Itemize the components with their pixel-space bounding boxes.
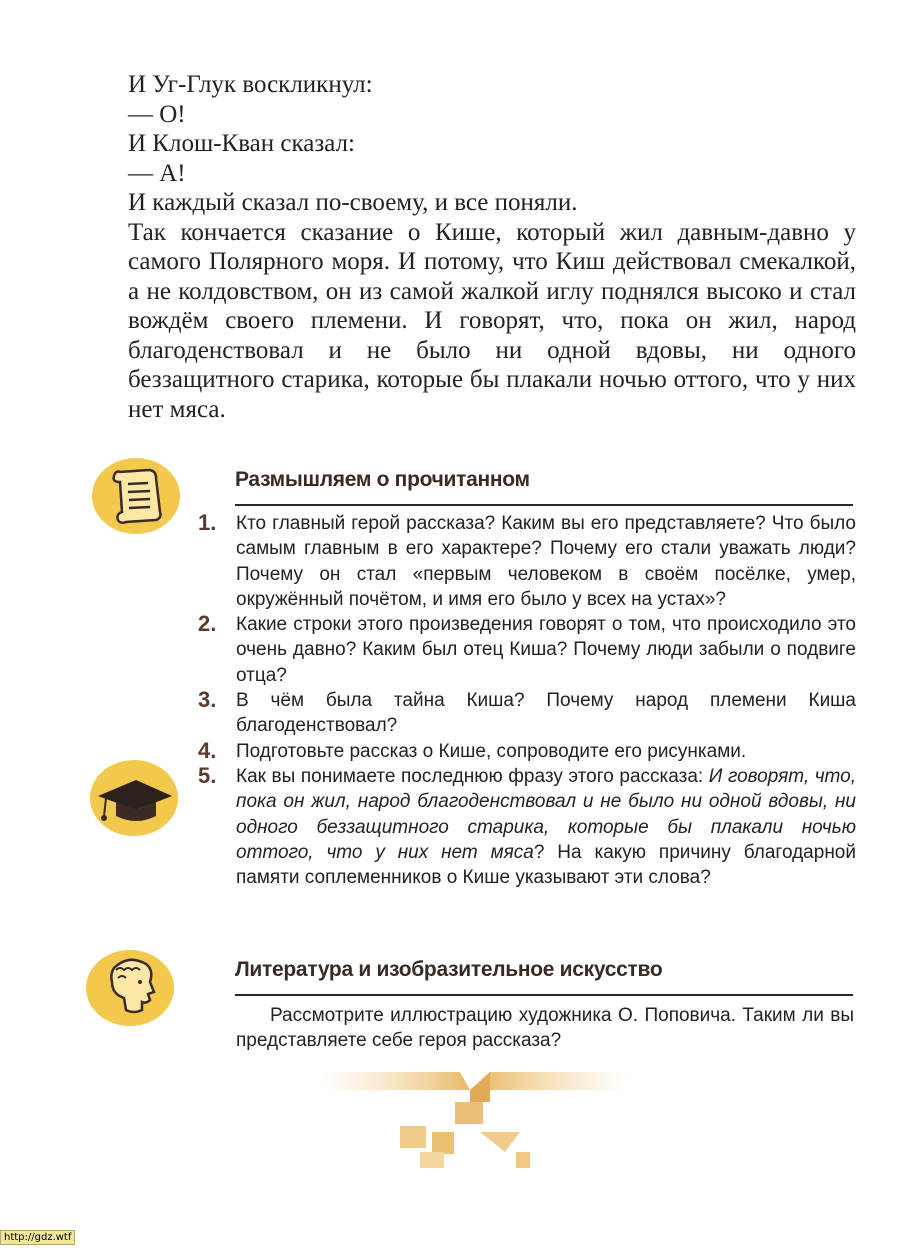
story-final-paragraph: Так кончается сказание о Кише, который жил давным-давно у самого Полярного моря. И потому, что Киш действовал смекалкой, а не колдовством, он из самой жалкой иглу поднялся высоко и стал вождём своего племени. И говорят, что, пока он жил, народ благоденствовал и не было ни одной вдовы, ни одного беззащитного старика, которые бы плакали ночью оттого, что у них нет мяса. <box>128 218 856 423</box>
question-text: ? На какую причину благодарной памяти соплеменников о Кише указывают эти слова? <box>236 841 856 889</box>
question-item <box>196 612 856 688</box>
ornament-decoration <box>320 1062 630 1172</box>
question-number: 4. <box>198 737 217 763</box>
question-text: Кто главный герой рассказа? Каким вы его представляете? Что было самым главным в его характере? Почему его стали уважать люди? Почему он стал «первым человеком в своём посёлке, умер, окружённый почётом, и имя его было у всех на устах»? <box>236 513 856 610</box>
section-divider <box>235 994 853 996</box>
question-item <box>196 764 856 890</box>
question-item <box>196 739 856 764</box>
question-number: 2. <box>198 611 217 637</box>
art-task-text: Рассмотрите иллюстрацию художника О. Поповича. Таким ли вы представляете себе героя рассказа? <box>236 1005 854 1051</box>
section-title-art: Литература и изобразительное искусство <box>235 958 663 981</box>
story-line: — А! <box>128 159 186 187</box>
question-text: В чём была тайна Киша? Почему народ племени Киша благоденствовал? <box>236 690 856 737</box>
watermark-link[interactable]: http://gdz.wtf <box>0 1230 75 1245</box>
question-number: 3. <box>198 687 217 713</box>
story-line: И Клош-Кван сказал: <box>128 130 355 157</box>
question-text: Подготовьте рассказ о Кише, сопроводите его рисунками. <box>236 740 747 762</box>
question-number: 5. <box>198 762 217 788</box>
question-item <box>196 688 856 739</box>
greek-head-icon <box>84 948 176 1028</box>
story-line: И Уг-Глук воскликнул: <box>128 71 373 98</box>
story-line: — О! <box>128 100 186 128</box>
story-line: И каждый сказал по-своему, и все поняли. <box>128 189 578 216</box>
scroll-icon <box>90 456 182 536</box>
question-quote: И говорят, что, пока он жил, народ благоденствовал и не было ни одной вдовы, ни одного беззащитного старика, которые бы плакали ночью оттого, что у них нет мяса <box>236 765 856 863</box>
graduation-cap-icon <box>88 758 180 838</box>
question-text: Какие строки этого произведения говорят о том, что происходило это очень давно? Каким был отец Киша? Почему люди забыли о подвиге отца? <box>236 614 856 686</box>
question-text: Как вы понимаете последнюю фразу этого рассказа: <box>236 765 709 787</box>
section-divider <box>235 504 853 506</box>
story-text <box>128 70 856 424</box>
question-item <box>196 511 856 612</box>
question-list <box>196 511 856 890</box>
section-title-reflection: Размышляем о прочитанном <box>235 468 530 491</box>
question-number: 1. <box>198 510 217 535</box>
